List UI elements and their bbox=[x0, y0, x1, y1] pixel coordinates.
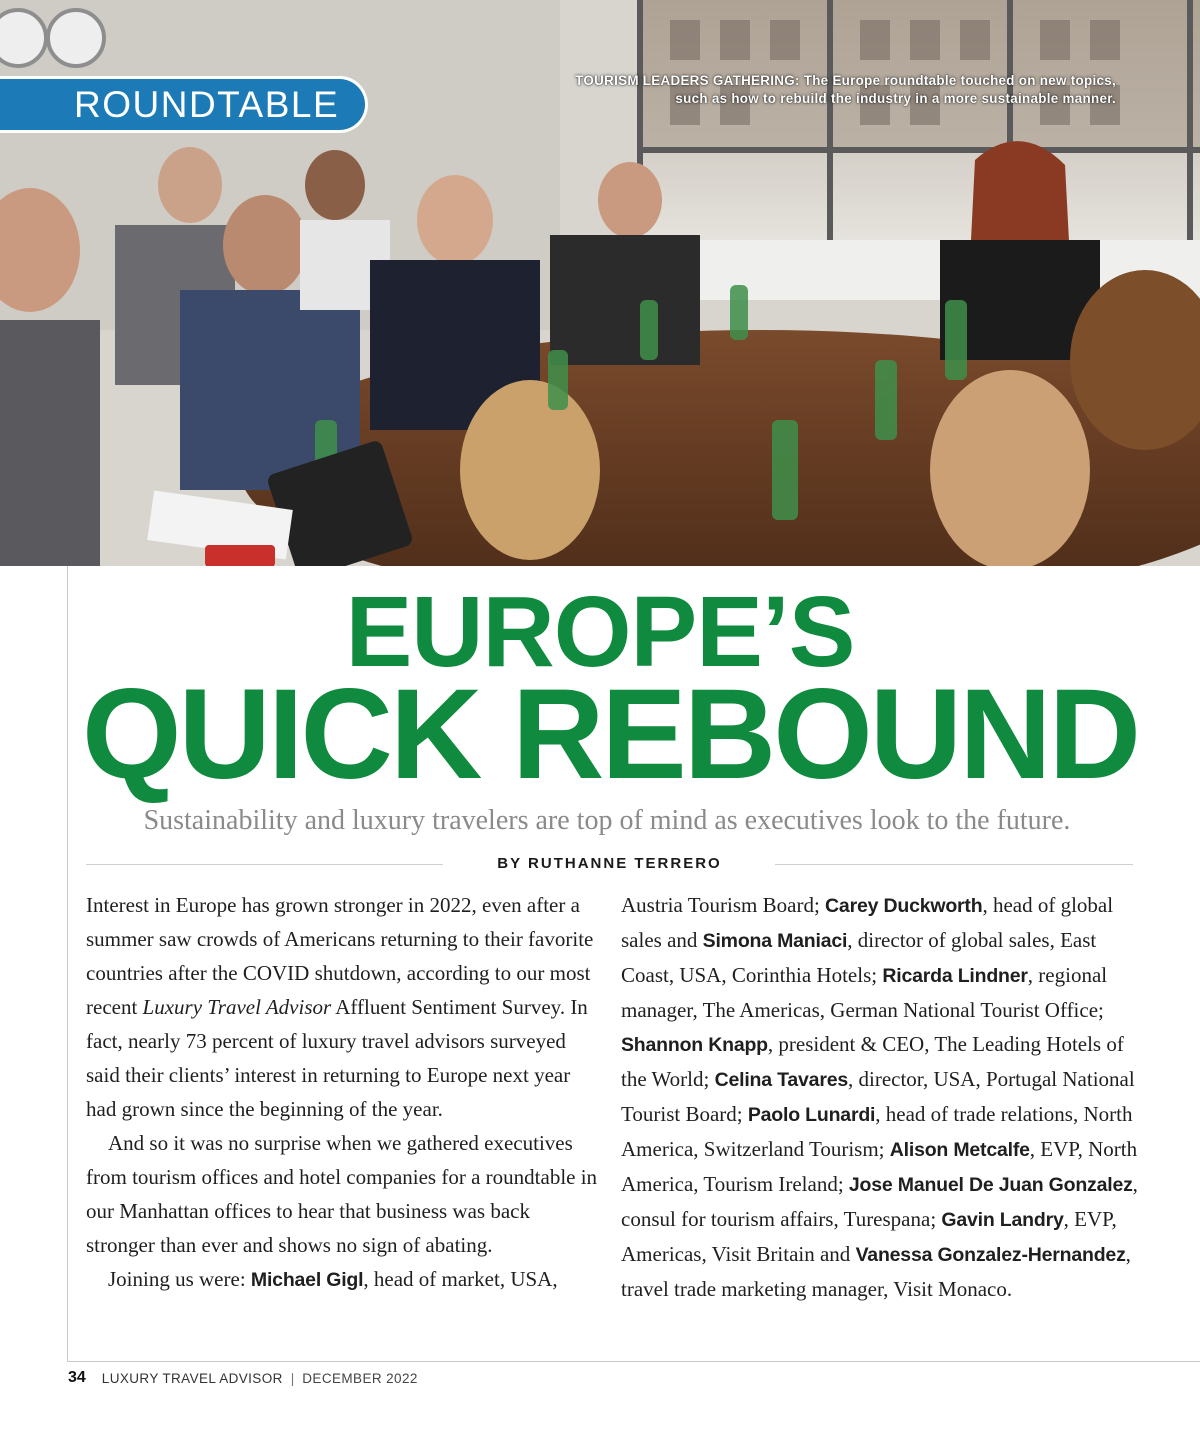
article-column-right bbox=[621, 888, 1141, 1306]
participant-name: Jose Manuel De Juan Gonzalez bbox=[848, 1174, 1133, 1196]
participant-detail: , regional manager, The Americas, German National Tourist Office; bbox=[621, 963, 1108, 1022]
participant-detail: , director of global sales, East Coast, USA, Corinthia Hotels; bbox=[621, 928, 1097, 987]
paragraph-1-text-b: Affluent Sentiment Survey. In fact, nearly 73 percent of luxury travel advisors surveyed said their clients’ interest in returning to Europe next year had grown since the beginning of the year. bbox=[86, 995, 588, 1121]
participant-name: Alison Metcalfe bbox=[889, 1139, 1030, 1161]
participant-detail: , director, USA, Portugal National Tourist Board; bbox=[621, 1067, 1135, 1126]
page-number: 34 bbox=[68, 1369, 86, 1386]
participant-name: Gavin Landry bbox=[941, 1209, 1064, 1231]
paragraph-1-text-a: Interest in Europe has grown stronger in 2022, even after a summer saw crowds of Americans returning to their favorite countries after the COVID shutdown, according to our most recent bbox=[86, 893, 594, 1019]
participant-name: Carey Duckworth bbox=[825, 895, 983, 917]
participant-name: Shannon Knapp bbox=[621, 1034, 768, 1056]
photo-caption: TOURISM LEADERS GATHERING: The Europe roundtable touched on new topics, such as how to rebuild the industry in a more sustainable manner. bbox=[575, 73, 1116, 106]
participant-name: Paolo Lunardi bbox=[747, 1104, 876, 1126]
paragraph-3 bbox=[86, 1262, 598, 1297]
participants-list bbox=[621, 888, 1141, 1306]
paragraph-2: And so it was no surprise when we gathered executives from tourism offices and hotel companies for a roundtable in our Manhattan offices to hear that business was back stronger than ever and shows no sign of abating. bbox=[86, 1131, 598, 1257]
issue-date: DECEMBER 2022 bbox=[302, 1370, 418, 1386]
paragraph-3-text-b: , head of market, USA, bbox=[363, 1267, 558, 1291]
participant-name: Vanessa Gonzalez-Hernandez bbox=[855, 1244, 1126, 1266]
participant-name: Michael Gigl bbox=[250, 1269, 364, 1291]
participant-name: Ricarda Lindner bbox=[882, 965, 1028, 987]
headline-line-2: QUICK REBOUND bbox=[81, 663, 1139, 806]
participant-detail: , president & CEO, The Leading Hotels of the World; bbox=[621, 1032, 1124, 1091]
participant-detail: , head of trade relations, North America, Switzerland Tourism; bbox=[621, 1102, 1133, 1161]
participant-detail: , consul for tourism affairs, Turespana; bbox=[621, 1172, 1138, 1231]
participant-detail: , EVP, Americas, Visit Britain and bbox=[621, 1207, 1117, 1266]
participant-detail: Austria Tourism Board; bbox=[621, 893, 826, 917]
byline-rule-right bbox=[775, 864, 1133, 865]
roundtable-photo bbox=[0, 0, 1200, 566]
footer-separator: | bbox=[290, 1370, 295, 1386]
headline-line-1: EUROPE’S bbox=[345, 576, 855, 688]
participant-detail: , EVP, North America, Tourism Ireland; bbox=[621, 1137, 1138, 1196]
section-label-text: ROUNDTABLE bbox=[74, 83, 340, 125]
participant-name: Celina Tavares bbox=[714, 1069, 848, 1091]
byline-row bbox=[86, 852, 1133, 878]
page-footer bbox=[68, 1368, 418, 1388]
participant-detail: , travel trade marketing manager, Visit Monaco. bbox=[621, 1242, 1131, 1301]
frame-bottom-rule bbox=[67, 1361, 1200, 1362]
participant-detail: , head of global sales and bbox=[621, 893, 1114, 952]
publication-name: LUXURY TRAVEL ADVISOR bbox=[101, 1370, 283, 1386]
section-label-roundtable bbox=[0, 76, 368, 133]
paragraph-3-text-a: Joining us were: bbox=[108, 1267, 251, 1291]
article-column-left bbox=[86, 888, 598, 1297]
byline: BY RUTHANNE TERRERO bbox=[497, 855, 722, 872]
publication-name-italic: Luxury Travel Advisor bbox=[142, 995, 332, 1019]
article-deck: Sustainability and luxury travelers are top of mind as executives look to the future. bbox=[143, 805, 1071, 836]
paragraph-1 bbox=[86, 888, 598, 1126]
participant-name: Simona Maniaci bbox=[702, 930, 848, 952]
